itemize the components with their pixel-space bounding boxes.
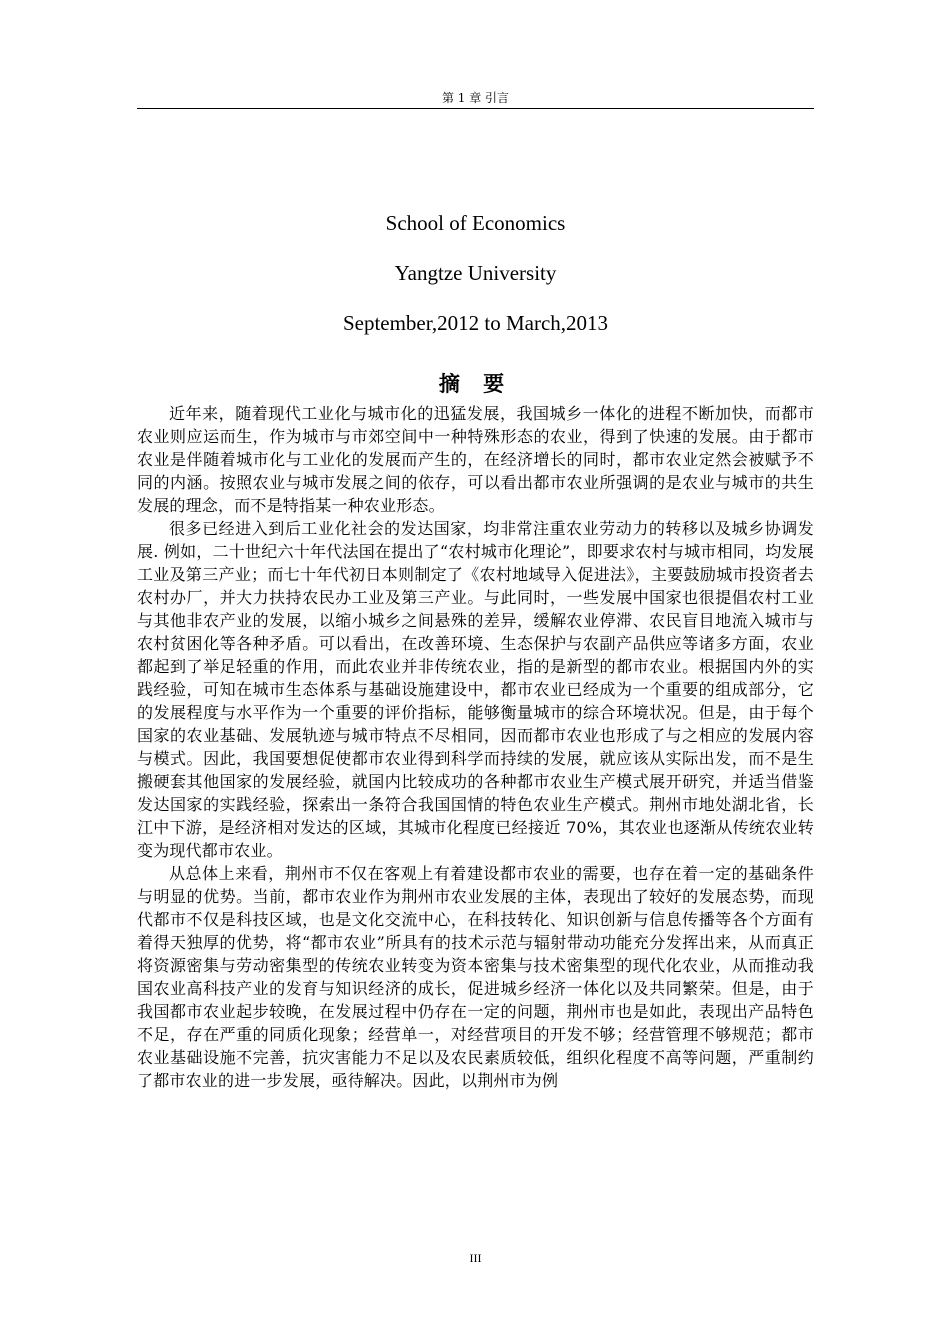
date-range: September,2012 to March,2013 [342,311,609,335]
abstract-paragraph: 近年来，随着现代工业化与城市化的迅猛发展，我国城乡一体化的进程不断加快，而都市农业则应运而生，作为城市与市郊空间中一种特殊形态的农业，得到了快速的发展。由于都市农业是伴随着城市化与工业化的发展而产生的，在经济增长的同时，都市农业定然会被赋予不同的内涵。按照农业与城市发展之间的依存，可以看出都市农业所强调的是农业与城市的共生发展的理念，而不是特指某一种农业形态。 [137,404,814,515]
abstract-heading: 摘 要 [438,372,513,396]
abstract-body [137,402,814,1222]
school-name: School of Economics [385,211,566,235]
page-number: III [469,1251,482,1265]
university-name: Yangtze University [394,261,557,285]
running-header [137,90,814,109]
chapter-title: 第 1 章 引言 [441,91,510,105]
abstract-paragraph: 很多已经进入到后工业化社会的发达国家，均非常注重农业劳动力的转移以及城乡协调发展. 例如，二十世纪六十年代法国在提出了“农村城市化理论”，即要求农村与城市相同，均发展工业及第三产业；而七十年代初日本则制定了《农村地域导入促进法》，主要鼓励城市投资者去农村办厂，并大力扶持农民办工业及第三产业。与此同时，一些发展中国家也很提倡农村工业与其他非农产业的发展，以缩小城乡之间悬殊的差异，缓解农业停滞、农民盲目地流入城市与农村贫困化等各种矛盾。可以看出，在改善环境、生态保护与农副产品供应等诸多方面，农业都起到了举足轻重的作用，而此农业并非传统农业，指的是新型的都市农业。根据国内外的实践经验，可知在城市生态体系与基础设施建设中，都市农业已经成为一个重要的组成部分，它的发展程度与水平作为一个重要的评价指标，能够衡量城市的综合环境状况。但是，由于每个国家的农业基础、发展轨迹与城市特点不尽相同，因而都市农业也形成了与之相应的发展内容与模式。因此，我国要想促使都市农业得到科学而持续的发展，就应该从实际出发，而不是生搬硬套其他国家的发展经验，就国内比较成功的各种都市农业生产模式展开研究，并适当借鉴发达国家的实践经验，探索出一条符合我国国情的特色农业生产模式。荆州市地处湖北省，长江中下游，是经济相对发达的区域，其城市化程度已经接近 70%，其农业也逐渐从传统农业转变为现代都市农业。 [137,519,814,860]
abstract-paragraph: 从总体上来看，荆州市不仅在客观上有着建设都市农业的需要，也存在着一定的基础条件与明显的优势。当前，都市农业作为荆州市农业发展的主体，表现出了较好的发展态势，而现代都市不仅是科技区域，也是文化交流中心，在科技转化、知识创新与信息传播等各个方面有着得天独厚的优势，将“都市农业”所具有的技术示范与辐射带动功能充分发挥出来，从而真正将资源密集与劳动密集型的传统农业转变为资本密集与技术密集型的现代化农业，从而推动我国农业高科技产业的发育与知识经济的成长，促进城乡经济一体化以及共同繁荣。但是，由于我国都市农业起步较晚，在发展过程中仍存在一定的问题，荆州市也是如此，表现出产品特色不足，存在严重的同质化现象；经营单一，对经营项目的开发不够；经营管理不够规范；都市农业基础设施不完善，抗灾害能力不足以及农民素质较低，组织化程度不高等问题，严重制约了都市农业的进一步发展，亟待解决。因此，以荆州市为例 [137,864,814,1090]
